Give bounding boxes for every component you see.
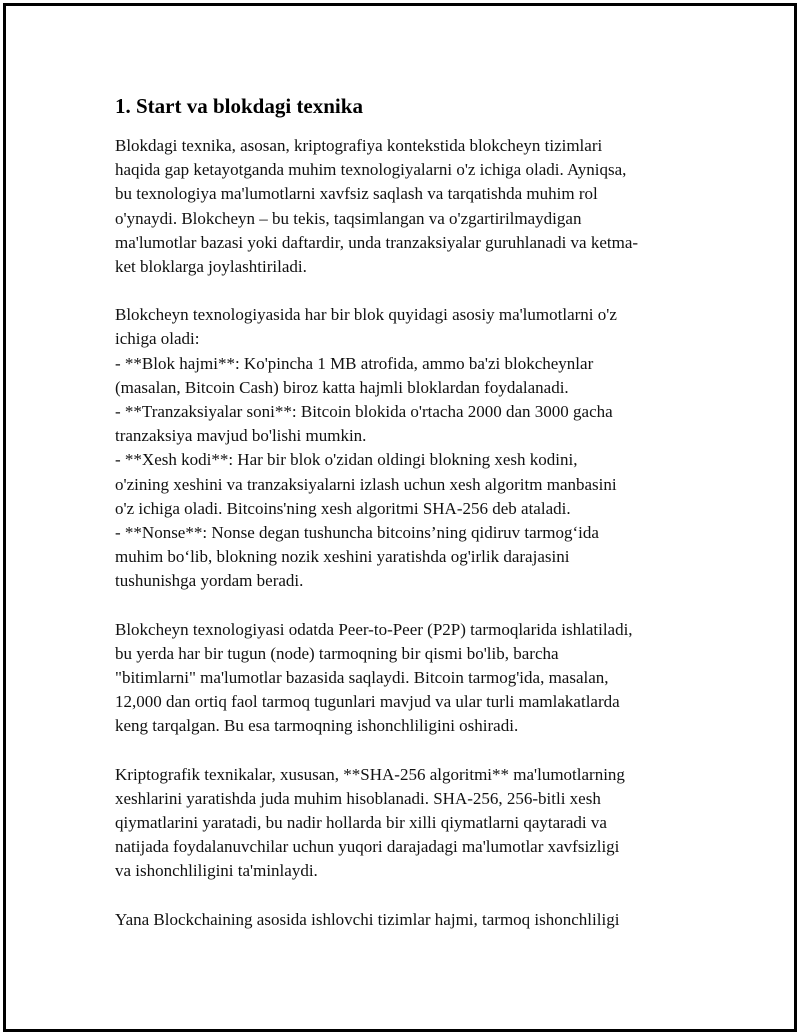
- text-line: Blokcheyn texnologiyasida har bir blok quyidagi asosiy ma'lumotlarni o'z: [115, 305, 617, 325]
- text-line: o'ynaydi. Blokcheyn – bu tekis, taqsimlangan va o'zgartirilmaydigan: [115, 208, 582, 228]
- paragraph-p2p: [115, 618, 690, 739]
- text-line: tushunishga yordam beradi.: [115, 571, 304, 591]
- list-item-block-size: - **Blok hajmi**: Ko'pincha 1 MB atrofida, ammo ba'zi blokcheynlar: [115, 353, 594, 373]
- text-line: 12,000 dan ortiq faol tarmoq tugunlari mavjud va ular turli mamlakatlarda: [115, 692, 620, 712]
- text-line: natijada foydalanuvchilar uchun yuqori darajadagi ma'lumotlar xavfsizligi: [115, 837, 620, 857]
- text-line: ma'lumotlar bazasi yoki daftardir, unda tranzaksiyalar guruhlanadi va ketma-: [115, 232, 639, 252]
- list-item-hash-code: - **Xesh kodi**: Har bir blok o'zidan oldingi blokning xesh kodini,: [115, 450, 578, 470]
- text-line: Kriptografik texnikalar, xususan, **SHA-256 algoritmi** ma'lumotlarning: [115, 764, 625, 784]
- text-line: bu texnologiya ma'lumotlarni xavfsiz saqlash va tarqatishda muhim rol: [115, 184, 598, 204]
- text-line: qiymatlarini yaratadi, bu nadir hollarda bir xilli qiymatlarni qaytaradi va: [115, 813, 607, 833]
- text-line: o'z ichiga oladi. Bitcoins'ning xesh algoritmi SHA-256 deb ataladi.: [115, 498, 571, 518]
- text-line: Yana Blockchaining asosida ishlovchi tizimlar hajmi, tarmoq ishonchliligi: [115, 909, 620, 929]
- text-line: tranzaksiya mavjud bo'lishi mumkin.: [115, 426, 367, 446]
- paragraph-closing: [115, 908, 690, 932]
- text-line: va ishonchliligini ta'minlaydi.: [115, 861, 318, 881]
- text-line: (masalan, Bitcoin Cash) biroz katta hajmli bloklardan foydalanadi.: [115, 377, 569, 397]
- text-line: ket bloklarga joylashtiriladi.: [115, 257, 307, 277]
- text-line: xeshlarini yaratishda juda muhim hisoblanadi. SHA-256, 256-bitli xesh: [115, 788, 601, 808]
- paragraph-cryptography: [115, 763, 690, 884]
- document-body: [115, 92, 690, 956]
- text-line: bu yerda har bir tugun (node) tarmoqning bir qismi bo'lib, barcha: [115, 643, 559, 663]
- text-line: Blokdagi texnika, asosan, kriptografiya kontekstida blokcheyn tizimlari: [115, 136, 603, 155]
- text-line: keng tarqalgan. Bu esa tarmoqning ishonchliligini oshiradi.: [115, 716, 519, 736]
- section-heading: 1. Start va blokdagi texnika: [115, 94, 363, 118]
- text-line: Blokcheyn texnologiyasi odatda Peer-to-Peer (P2P) tarmoqlarida ishlatiladi,: [115, 619, 633, 639]
- text-line: "bitimlarni" ma'lumotlar bazasida saqlaydi. Bitcoin tarmog'ida, masalan,: [115, 668, 609, 688]
- list-item-nonce: - **Nonse**: Nonse degan tushuncha bitcoins’ning qidiruv tarmog‘ida: [115, 523, 599, 543]
- text-line: haqida gap ketayotganda muhim texnologiyalarni o'z ichiga oladi. Ayniqsa,: [115, 160, 627, 180]
- text-line: ichiga oladi:: [115, 329, 200, 349]
- paragraph-intro: [115, 134, 690, 279]
- text-line: muhim bo‘lib, blokning nozik xeshini yaratishda og'irlik darajasini: [115, 547, 570, 567]
- list-item-transaction-count: - **Tranzaksiyalar soni**: Bitcoin blokida o'rtacha 2000 dan 3000 gacha: [115, 402, 613, 422]
- paragraph-block-contents: [115, 303, 690, 593]
- text-line: o'zining xeshini va tranzaksiyalarni izlash uchun xesh algoritm manbasini: [115, 474, 617, 494]
